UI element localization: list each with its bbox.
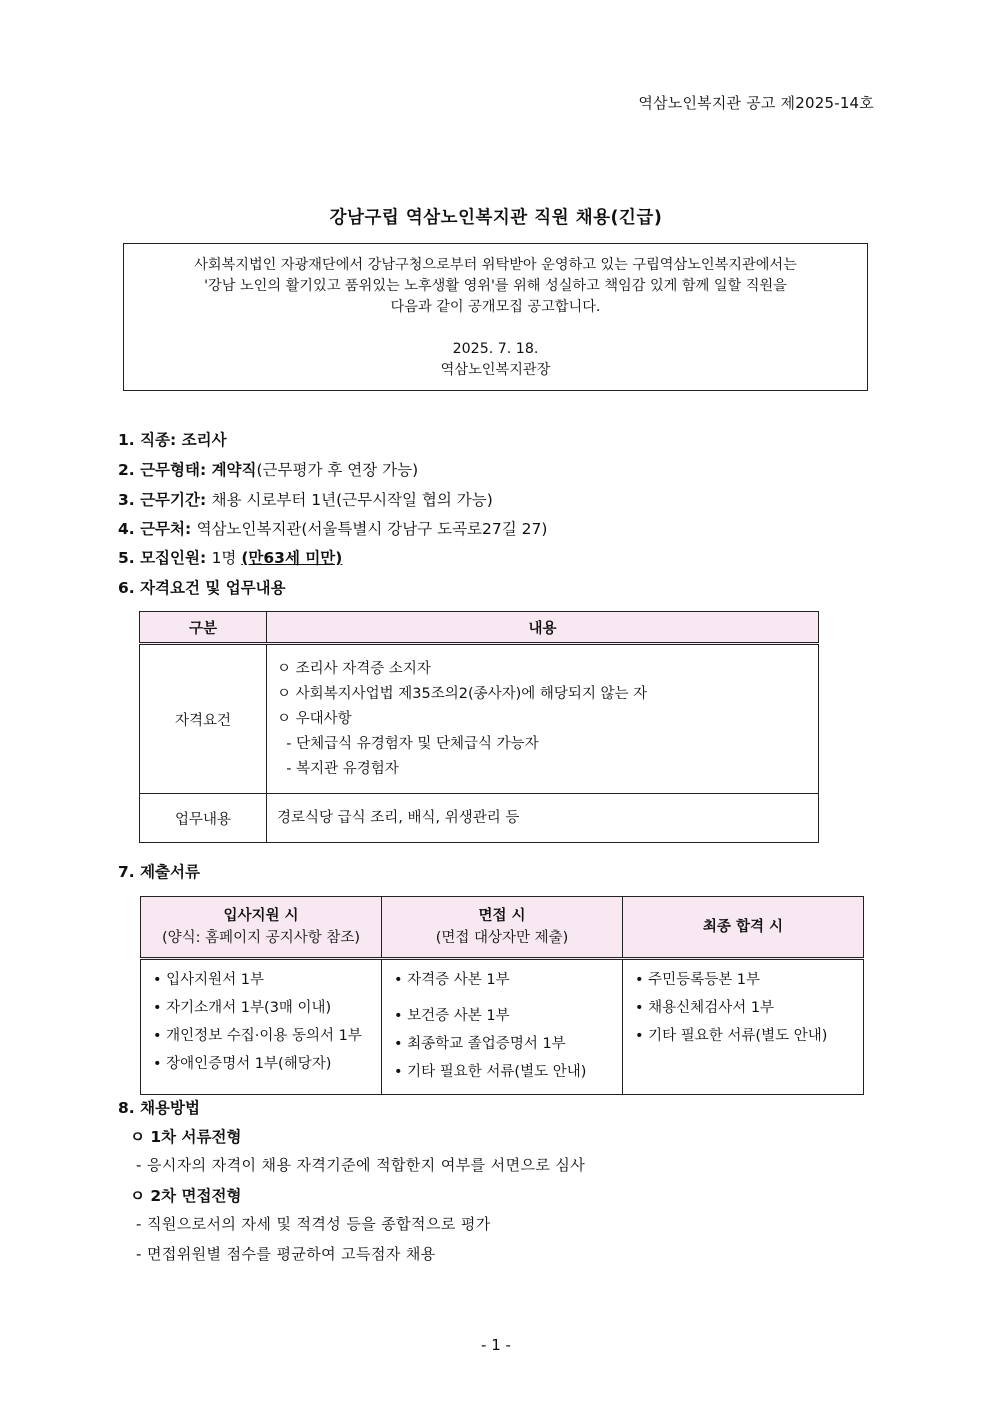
section-label: 5. 모집인원:: [118, 549, 212, 567]
row-label: 업무내용: [140, 794, 267, 843]
step-description: - 응시자의 자격이 채용 자격기준에 적합한지 여부를 서면으로 심사: [136, 1156, 586, 1174]
final-docs: [623, 959, 864, 1095]
list-item: • 주민등록등본 1부: [635, 972, 761, 988]
list-item: • 장애인증명서 1부(해당자): [153, 1056, 332, 1072]
section-hiring-method: [118, 1096, 200, 1118]
section-qualifications: [118, 576, 286, 598]
table-row: [141, 959, 864, 1095]
step-description: - 면접위원별 점수를 평균하여 고득점자 채용: [136, 1245, 436, 1263]
section-value: 1명: [211, 549, 242, 567]
table-row: [140, 644, 819, 794]
duty-text: 경로식당 급식 조리, 배식, 위생관리 등: [267, 794, 819, 843]
section-workplace: [118, 517, 547, 539]
header-title: 입사지원 시: [223, 908, 299, 924]
table-header: [141, 897, 382, 959]
notice-number: 역삼노인복지관 공고 제2025-14호: [638, 94, 874, 112]
list-item: • 입사지원서 1부: [153, 972, 265, 988]
list-item: • 기타 필요한 서류(별도 안내): [394, 1064, 587, 1080]
table-header: 구분: [140, 612, 267, 644]
step-title: ㅇ 1차 서류전형: [130, 1128, 242, 1146]
section-label: 7. 제출서류: [118, 863, 200, 881]
list-item: • 기타 필요한 서류(별도 안내): [635, 1028, 828, 1044]
list-item: • 최종학교 졸업증명서 1부: [394, 1036, 566, 1052]
step-title: ㅇ 2차 면접전형: [130, 1187, 242, 1205]
list-item: - 단체급식 유경험자 및 단체급식 가능자: [277, 735, 539, 752]
list-item: ㅇ 사회복지사업법 제35조의2(종사자)에 해당되지 않는 자: [277, 685, 648, 702]
section-value: (근무평가 후 연장 가능): [256, 461, 419, 479]
intro-line: 다음과 같이 공개모집 공고합니다.: [390, 299, 601, 315]
section-job-type: [118, 428, 227, 450]
age-limit-note: (만63세 미만): [241, 549, 343, 567]
section-value: 채용 시로부터 1년(근무시작일 협의 가능): [211, 491, 493, 509]
list-item: • 자기소개서 1부(3매 이내): [153, 1000, 332, 1016]
intro-line: '강남 노인의 활기있고 품위있는 노후생활 영위'를 위해 성실하고 책임감 있게 함께 일할 직원을: [204, 278, 787, 294]
section-label: 3. 근무기간:: [118, 491, 212, 509]
table-row: [140, 794, 819, 843]
section-documents: [118, 860, 200, 882]
application-docs: [141, 959, 382, 1095]
section-label: 8. 채용방법: [118, 1099, 200, 1117]
qualification-table: [139, 611, 819, 843]
section-value-bold: 계약직: [211, 461, 257, 479]
intro-signer: 역삼노인복지관장: [440, 362, 551, 378]
intro-date: 2025. 7. 18.: [452, 341, 539, 357]
list-item: • 보건증 사본 1부: [394, 1008, 510, 1024]
section-value: 역삼노인복지관(서울특별시 강남구 도곡로27길 27): [196, 520, 548, 538]
list-item: • 자격증 사본 1부: [394, 972, 510, 988]
interview-docs: [382, 959, 623, 1095]
section-label: 2. 근무형태:: [118, 461, 212, 479]
list-item: ㅇ 조리사 자격증 소지자: [277, 660, 431, 677]
section-value: 조리사: [181, 431, 227, 449]
section-work-period: [118, 488, 493, 510]
section-employment-type: [118, 458, 418, 480]
list-item: • 개인정보 수집·이용 동의서 1부: [153, 1028, 362, 1044]
step-description: - 직원으로서의 자세 및 적격성 등을 종합적으로 평가: [136, 1215, 491, 1233]
page-number: - 1 -: [481, 1336, 511, 1354]
header-title: 면접 시: [478, 908, 526, 924]
table-header: [382, 897, 623, 959]
list-item: ㅇ 우대사항: [277, 710, 352, 727]
section-label: 4. 근무처:: [118, 520, 197, 538]
section-label: 6. 자격요건 및 업무내용: [118, 579, 286, 597]
header-subtitle: (양식: 홈페이지 공지사항 참조): [161, 930, 361, 946]
intro-line: 사회복지법인 자광재단에서 강남구청으로부터 위탁받아 운영하고 있는 구립역삼노인복지관에서는: [194, 257, 797, 273]
header-title: 최종 합격 시: [702, 919, 784, 935]
documents-table: [140, 896, 864, 1095]
row-label: 자격요건: [140, 644, 267, 794]
page-title: 강남구립 역삼노인복지관 직원 채용(긴급): [329, 208, 663, 228]
table-header: 내용: [267, 612, 819, 644]
section-headcount: [118, 546, 342, 568]
qualification-list: [267, 644, 819, 794]
list-item: • 채용신체검사서 1부: [635, 1000, 775, 1016]
list-item: - 복지관 유경험자: [277, 760, 399, 777]
header-subtitle: (면접 대상자만 제출): [435, 930, 569, 946]
intro-box: [123, 243, 868, 391]
section-label: 1. 직종:: [118, 431, 182, 449]
table-header: [623, 897, 864, 959]
